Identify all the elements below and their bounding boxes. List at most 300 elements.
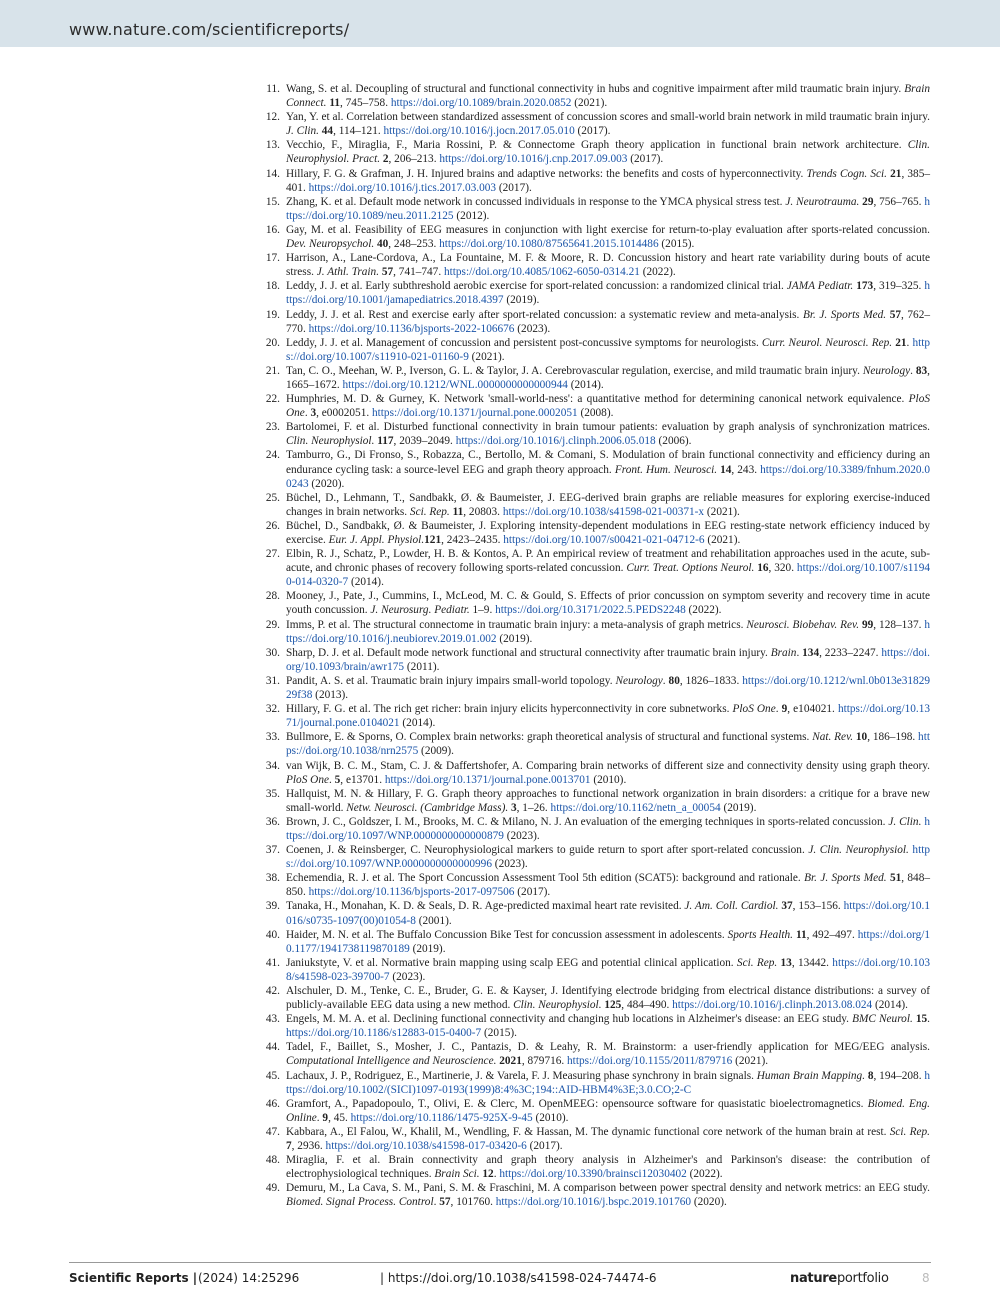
journal-name: Brain Sci.	[434, 1168, 480, 1181]
reference-item	[258, 336, 930, 364]
reference-item	[258, 167, 930, 195]
reference-item	[258, 448, 930, 490]
journal-name: J. Athl. Train.	[316, 266, 380, 279]
doi-link[interactable]: https://doi.org/10.3389/fnhum.2020.00243	[286, 463, 930, 490]
reference-segment: , 756–765.	[873, 195, 925, 208]
journal-name: Curr. Neurol. Neurosci. Rep.	[761, 336, 893, 349]
reference-segment: , e0002051.	[316, 407, 372, 420]
reference-text	[286, 168, 930, 194]
reference-segment: Vecchio, F., Miraglia, F., Maria Rossini, P. & Connectome Graph theory application in functional brain network architecture.	[286, 139, 908, 152]
doi-link[interactable]: https://doi.org/10.1038/s41598-021-00371-x	[502, 505, 705, 518]
reference-text	[286, 590, 930, 616]
doi-link[interactable]: https://doi.org/10.1371/journal.pone.0104021	[286, 703, 931, 730]
doi-link[interactable]: https://doi.org/10.1080/87565641.2015.1014486	[439, 238, 659, 251]
reference-number: 38.	[265, 872, 280, 885]
reference-segment: Engels, M. M. A. et al. Declining functional connectivity and changing hub locations in Alzheimer's disease: an EEG study.	[286, 1013, 853, 1026]
reference-segment: .	[927, 1013, 930, 1026]
reference-number: 48.	[265, 1154, 280, 1167]
reference-segment: Büchel, D., Lehmann, T., Sandbakk, Ø. & Baumeister, J. EEG-derived brain graphs are reliable measures for exploring exercise-induced changes in brain networks.	[286, 491, 930, 518]
volume-number: 134	[802, 646, 820, 659]
reference-item	[258, 547, 930, 589]
journal-name: Clin. Neurophysiol.	[286, 435, 375, 448]
reference-segment: Sharp, D. J. et al. Default mode network functional and structural connectivity after traumatic brain injury.	[286, 646, 771, 659]
reference-text	[286, 1154, 930, 1180]
reference-item	[258, 491, 930, 519]
volume-number: 10	[855, 731, 868, 744]
reference-item	[258, 1181, 930, 1209]
doi-link[interactable]: https://doi.org/10.1016/j.tics.2017.03.003	[308, 181, 497, 194]
reference-number: 39.	[265, 900, 280, 913]
doi-link[interactable]: https://doi.org/10.4085/1062-6050-0314.21	[443, 266, 640, 279]
reference-segment: Coenen, J. & Reinsberger, C. Neurophysiological markers to guide return to sport after sport-related concussion.	[286, 844, 809, 857]
reference-item	[258, 928, 930, 956]
journal-name: Human Brain Mapping.	[756, 1069, 866, 1082]
doi-link[interactable]: https://doi.org/10.1007/s00421-021-04712-6	[503, 534, 705, 546]
volume-number: 13	[780, 956, 792, 969]
reference-segment: Leddy, J. J. et al. Rest and exercise early after sport-related concussion: a systematic review and meta-analysis.	[286, 308, 803, 321]
reference-number: 47.	[265, 1125, 280, 1138]
reference-segment: Kabbara, A., El Falou, W., Khalil, M., Wendling, F. & Hassan, M. The dynamic functional core network of the human brain at rest.	[286, 1125, 890, 1138]
reference-item	[258, 420, 930, 448]
journal-name: BMC Neurol.	[852, 1013, 913, 1026]
reference-segment: , 186–198.	[867, 731, 919, 744]
reference-text	[286, 111, 930, 137]
reference-segment: Echemendia, R. J. et al. The Sport Concussion Assessment Tool 5th edition (SCAT5): background and rationale.	[286, 872, 805, 885]
journal-name: J. Neurotrauma.	[785, 195, 860, 208]
reference-segment: (2023).	[514, 322, 551, 335]
journal-name: PloS One	[732, 703, 776, 716]
journal-name: J. Am. Coll. Cardiol.	[684, 900, 779, 913]
reference-text	[286, 337, 930, 363]
reference-segment: (2010).	[532, 1111, 569, 1124]
journal-name: Neurology	[862, 364, 911, 377]
reference-segment: , 153–156.	[792, 900, 844, 913]
reference-text	[286, 872, 930, 898]
volume-number: 16	[757, 562, 769, 575]
reference-segment: (2014).	[567, 378, 604, 391]
logo-nature: nature	[790, 1271, 837, 1286]
journal-name: Clin. Neurophysiol. Pract.	[286, 139, 930, 166]
reference-item	[258, 899, 930, 927]
reference-segment: (2022).	[686, 1168, 723, 1181]
volume-number: 5	[334, 773, 341, 786]
volume-number: 37	[781, 900, 793, 913]
journal-name: Br. J. Sports Med.	[802, 308, 887, 321]
journal-name: Neurology	[615, 674, 663, 687]
reference-segment: (2013).	[312, 689, 349, 702]
reference-segment: Bullmore, E. & Sporns, O. Complex brain networks: graph theoretical analysis of structural and functional systems.	[286, 731, 813, 744]
doi-link[interactable]: https://doi.org/10.1093/brain/awr175	[286, 646, 930, 673]
reference-item	[258, 223, 930, 251]
reference-text	[286, 83, 930, 109]
reference-item	[258, 308, 930, 336]
doi-link[interactable]: https://doi.org/10.3390/brainsci12030402	[499, 1168, 687, 1181]
reference-segment: Leddy, J. J. et al. Early subthreshold aerobic exercise for sport-related concussion: a randomized clinical trial.	[286, 280, 787, 293]
reference-number: 33.	[265, 731, 280, 744]
reference-item	[258, 138, 930, 166]
reference-segment: (2021).	[732, 1055, 769, 1068]
reference-segment: (2014).	[872, 999, 908, 1012]
reference-segment: Tan, C. O., Meehan, W. P., Iverson, G. L. & Taylor, J. A. Cerebrovascular regulation, exercise, and mild traumatic brain injury.	[286, 364, 863, 377]
reference-segment: , 114–121.	[333, 125, 384, 138]
doi-link[interactable]: https://doi.org/10.1001/jamapediatrics.2018.4397	[286, 280, 930, 307]
reference-segment: .	[493, 1168, 500, 1181]
doi-link[interactable]: https://doi.org/10.1371/journal.pone.0013701	[384, 773, 591, 786]
reference-item	[258, 1125, 930, 1153]
reference-item	[258, 195, 930, 223]
doi-link[interactable]: https://doi.org/10.1097/WNP.0000000000000879	[286, 815, 930, 842]
reference-segment: Tamburro, G., Di Fronso, S., Robazza, C., Bertollo, M. & Comani, S. Modulation of brain functional connectivity and efficiency during an endurance cycling task: a source-level EEG and graph theory approach.	[286, 449, 930, 476]
logo-portfolio: portfolio	[836, 1271, 889, 1286]
reference-item	[258, 646, 930, 674]
reference-segment: , 20803.	[463, 505, 503, 518]
reference-text	[286, 139, 930, 165]
reference-text	[286, 449, 930, 489]
reference-number: 21.	[265, 364, 280, 377]
reference-segment: , 194–208.	[873, 1069, 925, 1082]
reference-item	[258, 279, 930, 307]
reference-segment: .	[328, 773, 335, 786]
reference-text	[286, 421, 930, 447]
reference-number: 36.	[265, 815, 280, 828]
reference-segment: (2022).	[639, 266, 676, 279]
reference-item	[258, 82, 930, 110]
reference-number: 29.	[265, 618, 280, 631]
reference-segment: (2023).	[389, 970, 426, 983]
reference-number: 22.	[265, 393, 280, 406]
doi-link[interactable]: https://doi.org/10.1155/2011/879716	[567, 1055, 733, 1068]
reference-segment: Imms, P. et al. The structural connectome in traumatic brain injury: a meta-analysis of graph metrics.	[286, 618, 747, 631]
journal-name: Front. Hum. Neurosci.	[614, 463, 718, 476]
reference-item	[258, 364, 930, 392]
reference-number: 17.	[265, 252, 280, 265]
reference-segment: (2017).	[514, 886, 551, 899]
journal-name: Sci. Rep.	[889, 1125, 930, 1138]
reference-segment: Gay, M. et al. Feasibility of EEG measures in conjunction with light exercise for return-to-play evaluation after sports-related concussion.	[286, 223, 930, 236]
journal-name: Sports Health.	[727, 928, 793, 941]
volume-number: 44	[321, 125, 334, 138]
doi-link[interactable]: https://doi.org/10.1007/s11940-014-0320-7	[286, 562, 930, 589]
reference-segment: (2023).	[503, 829, 540, 842]
reference-item	[258, 984, 930, 1012]
reference-segment: Humphries, M. D. & Gurney, K. Network 'small-world-ness': a quantitative method for determining canonical network equivalence.	[286, 393, 909, 406]
journal-name: Trends Cogn. Sci.	[806, 167, 888, 180]
reference-text	[286, 619, 930, 645]
reference-item	[258, 589, 930, 617]
reference-number: 28.	[265, 590, 280, 603]
volume-number: 80	[668, 674, 680, 687]
reference-segment: , 13442.	[791, 956, 833, 969]
doi-link[interactable]: https://doi.org/10.1038/s41598-017-03420-6	[325, 1140, 527, 1153]
doi-link[interactable]: https://doi.org/10.1186/s12883-015-0400-7	[286, 1027, 482, 1040]
reference-item	[258, 519, 930, 547]
reference-segment: (2017).	[526, 1140, 563, 1153]
footer-doi-link[interactable]: | https://doi.org/10.1038/s41598-024-74474-6	[380, 1271, 657, 1285]
reference-segment: Haider, M. N. et al. The Buffalo Concussion Bike Test for concussion assessment in adolescents.	[286, 928, 728, 941]
doi-link[interactable]: https://doi.org/10.1016/s0735-1097(00)01054-8	[286, 900, 930, 927]
reference-segment: (2015).	[481, 1027, 517, 1040]
journal-name: PloS One	[286, 773, 329, 786]
journal-name: Computational Intelligence and Neuroscience.	[286, 1055, 497, 1068]
reference-text	[286, 985, 930, 1011]
reference-segment: , 206–213.	[388, 153, 440, 166]
reference-text	[286, 280, 930, 306]
reference-segment: (2006).	[655, 435, 692, 448]
reference-segment: Demuru, M., La Cava, S. M., Pani, S. M. & Fraschini, M. A comparison between power spectral density and network metrics: an EEG study.	[286, 1182, 930, 1195]
doi-link[interactable]: https://doi.org/10.1016/j.bspc.2019.101760	[495, 1196, 692, 1209]
doi-link[interactable]: https://doi.org/10.1016/j.neubiorev.2019.01.002	[286, 618, 931, 645]
reference-list	[258, 82, 930, 1210]
reference-number: 49.	[265, 1182, 280, 1195]
volume-number: 11	[452, 505, 464, 518]
reference-item	[258, 702, 930, 730]
reference-segment: (2021).	[468, 350, 505, 363]
reference-number: 12.	[265, 111, 280, 124]
volume-number: 11	[795, 928, 807, 941]
reference-number: 26.	[265, 519, 280, 532]
journal-name: Netw. Neurosci. (Cambridge Mass).	[346, 801, 509, 814]
doi-link[interactable]: https://doi.org/10.1162/netn_a_00054	[550, 801, 721, 814]
journal-name: Biomed. Signal Process. Control	[286, 1196, 434, 1209]
reference-segment: , 243.	[731, 463, 761, 476]
doi-link[interactable]: https://doi.org/10.1097/WNP.0000000000000996	[286, 844, 930, 871]
reference-segment: Büchel, D., Sandbakk, Ø. & Baumeister, J. Exploring intensity-dependent modulations in EEG resting-state network efficiency induced by exercise.	[286, 519, 930, 546]
doi-link[interactable]: https://doi.org/10.1212/wnl.0b013e3182929f38	[286, 674, 930, 702]
doi-link[interactable]: https://doi.org/10.1016/j.clinph.2006.05.018	[455, 435, 656, 448]
reference-segment: .	[316, 1111, 323, 1124]
reference-item	[258, 618, 930, 646]
volume-number: 21	[890, 167, 902, 180]
volume-number: 173	[856, 280, 874, 293]
volume-number: 57	[381, 266, 394, 279]
reference-item	[258, 1012, 930, 1040]
reference-text	[286, 788, 930, 814]
doi-link[interactable]: https://doi.org/10.1002/(SICI)1097-0193(1999)8:4%3C;194::AID-HBM4%3E;3.0.CO;2-C	[286, 1069, 931, 1096]
doi-link[interactable]: https://doi.org/10.1038/s41598-023-39700-7	[286, 956, 931, 983]
journal-name: Brain	[770, 646, 797, 659]
reference-segment: Mooney, J., Pate, J., Cummins, I., McLeod, M. C. & Gould, S. Effects of prior concussion on symptom severity and recovery time in acute youth concussion.	[286, 590, 930, 617]
reference-text	[286, 1041, 930, 1067]
journal-name: Br. J. Sports Med.	[804, 872, 887, 885]
reference-text	[286, 675, 930, 701]
volume-number: 29	[862, 195, 874, 208]
reference-item	[258, 251, 930, 279]
reference-item	[258, 871, 930, 899]
reference-segment: (2020).	[691, 1196, 727, 1209]
reference-number: 40.	[265, 928, 280, 941]
reference-text	[286, 929, 930, 955]
volume-number: 7	[286, 1140, 292, 1153]
doi-link[interactable]: https://doi.org/10.1212/WNL.0000000000000944	[342, 378, 568, 391]
reference-segment: , 745–758.	[340, 97, 391, 110]
doi-link[interactable]: https://doi.org/10.1007/s11910-021-01160-9	[286, 336, 931, 363]
volume-number: 8	[867, 1069, 874, 1082]
reference-number: 24.	[265, 449, 280, 462]
reference-item	[258, 1069, 930, 1097]
reference-item	[258, 110, 930, 138]
reference-item	[258, 759, 930, 787]
reference-segment: (2012).	[453, 209, 490, 222]
reference-text	[286, 957, 930, 983]
reference-segment: .	[304, 407, 311, 420]
doi-link[interactable]: https://doi.org/10.1016/j.clinph.2013.08.024	[672, 999, 873, 1012]
doi-link[interactable]: https://doi.org/10.1089/neu.2011.2125	[286, 195, 930, 222]
reference-number: 31.	[265, 674, 280, 687]
reference-segment: Alschuler, D. M., Tenke, C. E., Bruder, G. E. & Kayser, J. Identifying electrode bridging from electrical distance distributions: a survey of publicly-available EEG data using a new method.	[286, 985, 930, 1012]
reference-segment: , 1826–1833.	[679, 674, 743, 687]
reference-number: 23.	[265, 421, 280, 434]
volume-number: 9	[322, 1111, 329, 1124]
doi-link[interactable]: https://doi.org/10.1371/journal.pone.0002051	[372, 407, 578, 420]
reference-number: 42.	[265, 985, 280, 997]
reference-segment: , 2423–2435.	[441, 534, 504, 546]
reference-segment: .	[775, 703, 782, 716]
volume-number: 15	[915, 1013, 928, 1026]
reference-number: 16.	[265, 223, 280, 236]
reference-text	[286, 900, 930, 926]
volume-number: 14	[720, 463, 732, 476]
reference-text	[286, 309, 930, 335]
reference-number: 43.	[265, 1013, 280, 1026]
site-url[interactable]: www.nature.com/scientificreports/	[69, 20, 350, 39]
volume-number: 3	[310, 407, 317, 420]
reference-segment: (2017).	[574, 125, 611, 138]
reference-number: 45.	[265, 1069, 280, 1082]
doi-link[interactable]: https://doi.org/10.1016/j.jocn.2017.05.010	[383, 125, 575, 138]
reference-number: 19.	[265, 308, 280, 321]
volume-number: 12	[482, 1168, 494, 1181]
reference-number: 30.	[265, 646, 280, 659]
reference-number: 44.	[265, 1041, 280, 1054]
reference-segment: , 879716.	[521, 1055, 568, 1068]
doi-link[interactable]: https://doi.org/10.1016/j.cnp.2017.09.003	[439, 153, 628, 166]
reference-segment: (2014).	[399, 717, 436, 730]
reference-segment: Miraglia, F. et al. Brain connectivity and graph theory analysis in Alzheimer's and Parkinson's disease: the contribution of electrophysiological techniques.	[286, 1154, 930, 1181]
reference-text	[286, 252, 930, 278]
reference-number: 25.	[265, 491, 280, 504]
volume-number: 51	[889, 872, 902, 885]
doi-link[interactable]: https://doi.org/10.1038/nrn2575	[286, 731, 930, 758]
reference-text	[286, 1013, 930, 1039]
volume-number: 99	[861, 618, 874, 631]
reference-segment: Elbin, R. J., Schatz, P., Lowder, H. B. & Kontos, A. P. An empirical review of treatment and rehabilitation approaches used in the acute, sub-acute, and chronic phases of recovery following sports-related concussion.	[286, 548, 930, 575]
journal-name: Sci. Rep.	[409, 505, 450, 518]
reference-segment: (2011).	[404, 660, 440, 673]
reference-segment: (2020).	[308, 477, 345, 490]
reference-text	[286, 1126, 930, 1152]
reference-segment: , 2233–2247.	[819, 646, 882, 659]
reference-segment: , 319–325.	[873, 280, 925, 293]
reference-segment: , 2039–2049.	[393, 435, 456, 448]
footer-journal-name: Scientific Reports |	[69, 1271, 198, 1285]
reference-segment: , 385–401.	[286, 167, 931, 194]
reference-segment: 1–9.	[469, 604, 496, 617]
reference-item	[258, 1153, 930, 1181]
reference-segment: , e104021.	[787, 703, 838, 716]
reference-item	[258, 730, 930, 758]
reference-segment: Bartolomei, F. et al. Disturbed functional connectivity in brain tumour patients: evaluation by graph analysis of synchronization matrices.	[286, 421, 930, 434]
reference-segment: (2023).	[491, 858, 528, 871]
reference-item	[258, 843, 930, 871]
header-band	[0, 0, 1000, 47]
reference-segment: Lachaux, J. P., Rodriguez, E., Martinerie, J. & Varela, F. J. Measuring phase synchrony in brain signals.	[286, 1069, 757, 1082]
reference-segment: , 128–137.	[873, 618, 925, 631]
reference-text	[286, 647, 930, 673]
doi-link[interactable]: https://doi.org/10.3171/2022.5.PEDS2248	[495, 604, 686, 617]
volume-number: 3	[511, 801, 517, 814]
reference-segment: , 320.	[768, 562, 797, 575]
reference-text	[286, 196, 930, 222]
reference-segment: (2021).	[571, 97, 608, 110]
reference-segment: , 762–770.	[286, 308, 930, 335]
reference-segment: (2010).	[590, 773, 627, 786]
reference-text	[286, 548, 930, 588]
reference-segment: , e13701.	[340, 773, 385, 786]
reference-text	[286, 703, 930, 729]
nature-portfolio-logo	[790, 1271, 889, 1286]
reference-segment: , 492–497.	[806, 928, 858, 941]
journal-name: Dev. Neuropsychol.	[286, 238, 375, 251]
reference-segment: .	[910, 364, 916, 377]
journal-name: JAMA Pediatr.	[786, 280, 854, 293]
doi-link[interactable]: https://doi.org/10.1186/1475-925X-9-45	[350, 1111, 533, 1124]
reference-text	[286, 365, 930, 391]
reference-number: 41.	[265, 956, 280, 969]
reference-segment: (2017).	[627, 153, 664, 166]
volume-number: 11	[329, 97, 340, 110]
doi-link[interactable]: https://doi.org/10.1136/bjsports-2022-106676	[308, 322, 515, 335]
reference-segment: (2019).	[409, 942, 446, 955]
reference-segment: (2022).	[685, 604, 722, 617]
reference-text	[286, 520, 930, 546]
footer-volume: (2024) 14:25296	[198, 1271, 300, 1285]
doi-link[interactable]: https://doi.org/10.1177/1941738119870189	[286, 928, 931, 955]
reference-item	[258, 1040, 930, 1068]
reference-number: 46.	[265, 1097, 280, 1110]
page-number: 8	[922, 1271, 930, 1285]
reference-segment: (2017).	[496, 181, 532, 194]
volume-number: 57	[439, 1196, 451, 1209]
volume-number: 117	[377, 435, 394, 448]
reference-item	[258, 787, 930, 815]
reference-item	[258, 674, 930, 702]
reference-text	[286, 1098, 930, 1124]
journal-name: Neurosci. Biobehav. Rev.	[746, 618, 860, 631]
reference-segment: Yan, Y. et al. Correlation between standardized assessment of concussion scores and small-world brain network in mild traumatic brain injury.	[286, 111, 930, 124]
reference-segment: Hallquist, M. N. & Hillary, F. G. Graph theory approaches to functional network organization in brain disorders: a critique for a brave new small-world.	[286, 787, 930, 814]
volume-number: 9	[781, 703, 788, 716]
reference-number: 18.	[265, 280, 280, 293]
reference-segment: Gramfort, A., Papadopoulo, T., Olivi, E. & Clerc, M. OpenMEEG: opensource software for quasistatic bioelectromagnetics.	[286, 1097, 868, 1110]
volume-number: 40	[376, 238, 389, 251]
doi-link[interactable]: https://doi.org/10.1136/bjsports-2017-097506	[308, 886, 515, 899]
reference-segment: .	[433, 1196, 440, 1209]
reference-segment: , 248–253.	[388, 238, 440, 251]
reference-segment: (2015).	[658, 238, 695, 251]
reference-segment: (2001).	[415, 914, 452, 927]
reference-segment: (2008).	[577, 407, 614, 420]
journal-name: Clin. Neurophysiol.	[513, 999, 602, 1012]
reference-number: 13.	[265, 139, 280, 152]
reference-segment: (2019).	[503, 294, 540, 307]
doi-link[interactable]: https://doi.org/10.1089/brain.2020.0852	[390, 97, 572, 110]
reference-segment: , 1665–1672.	[286, 364, 930, 391]
reference-segment: Wang, S. et al. Decoupling of structural and functional connectivity in hubs and cognitive impairment after mild traumatic brain injury.	[286, 83, 905, 95]
volume-number: 83	[915, 364, 928, 377]
reference-number: 35.	[265, 787, 280, 800]
journal-name: Nat. Rev.	[812, 731, 854, 744]
reference-number: 20.	[265, 336, 280, 349]
